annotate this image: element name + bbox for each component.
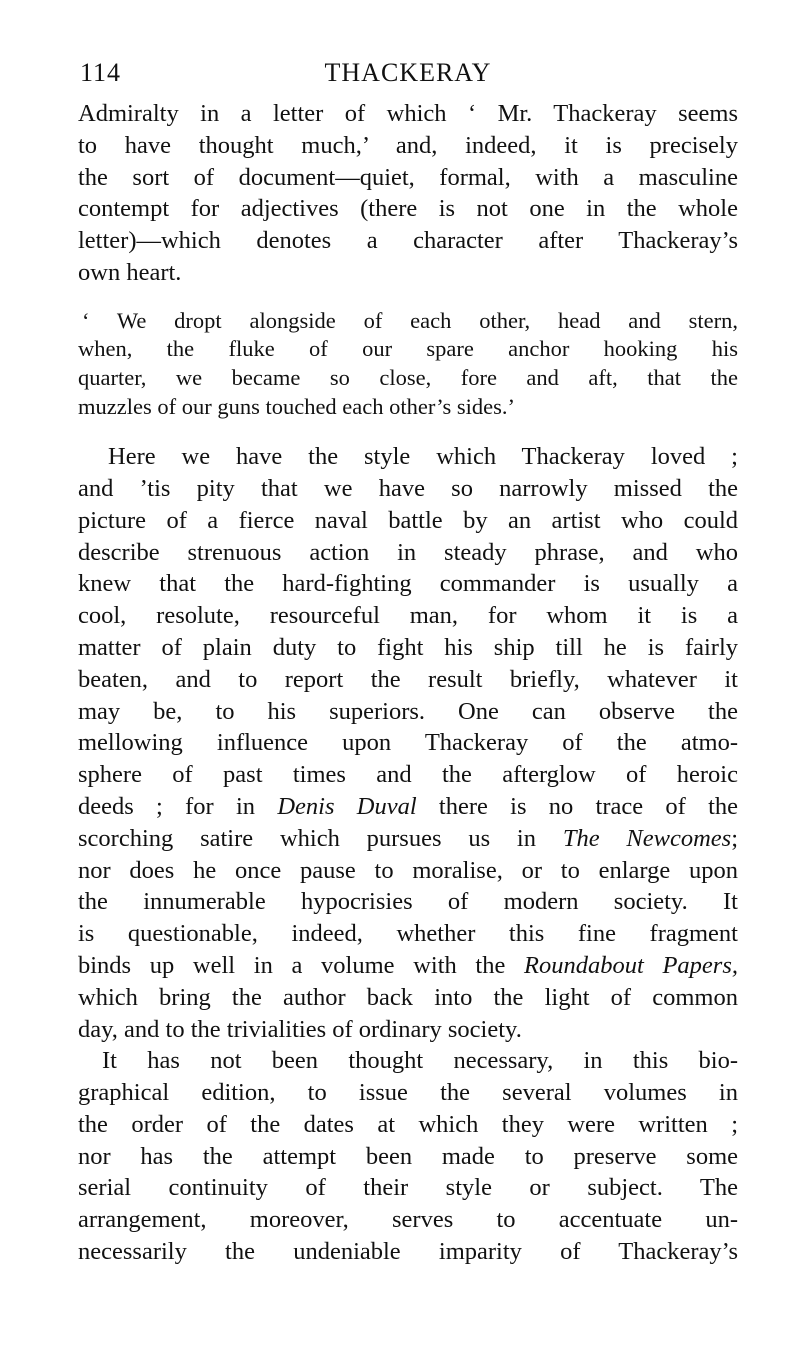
text-line: own heart. [78, 258, 182, 286]
quote-line: quarter, we became so close, fore and aft, that the [78, 364, 738, 390]
text-line: matter of plain duty to fight his ship till he is fairly [78, 633, 738, 661]
text-line: to have thought much,’ and, indeed, it is precisely [78, 131, 738, 159]
text-line [78, 950, 738, 982]
text-line [78, 823, 738, 855]
text-line: letter)—which denotes a character after Thackeray’s [78, 227, 738, 255]
text-line: serial continuity of their style or subject. The [78, 1174, 738, 1202]
text-line: arrangement, moreover, serves to accentuate un- [78, 1206, 738, 1234]
text-line: nor does he once pause to moralise, or to enlarge upon [78, 856, 738, 884]
text-line: It has not been thought necessary, in this bio- [102, 1047, 738, 1075]
paragraph-1 [78, 98, 738, 289]
text-segment: binds up well in a volume with the [78, 951, 506, 979]
book-title-roundabout-papers: Roundabout Papers, [524, 951, 739, 979]
text-line: Here we have the style which Thackeray loved ; [108, 443, 738, 471]
book-page [78, 58, 738, 1268]
block-quote [78, 307, 738, 421]
text-line: may be, to his superiors. One can observe the [78, 697, 738, 725]
text-line: the innumerable hypocrisies of modern society. It [78, 888, 738, 916]
text-segment: deeds ; for in [78, 792, 256, 820]
text-segment: there is no trace of the [438, 792, 739, 820]
paragraph-2 [78, 441, 738, 1045]
running-head [78, 58, 738, 92]
text-line: picture of a fierce naval battle by an artist who could [78, 506, 738, 534]
book-title-denis-duval: Denis Duval [277, 792, 417, 820]
quote-line: when, the fluke of our spare anchor hooking his [78, 336, 738, 362]
text-line [78, 791, 738, 823]
text-line: day, and to the trivialities of ordinary society. [78, 1015, 522, 1043]
text-segment: ; [731, 824, 738, 852]
book-title-the-newcomes: The Newcomes [562, 824, 732, 852]
text-line: beaten, and to report the result briefly, whatever it [78, 665, 738, 693]
quote-line: muzzles of our guns touched each other’s sides.’ [78, 393, 515, 419]
text-line: which bring the author back into the light of common [78, 983, 738, 1011]
text-line: is questionable, indeed, whether this fine fragment [78, 920, 738, 948]
text-segment: scorching satire which pursues us in [78, 824, 536, 852]
running-title: THACKERAY [324, 58, 492, 87]
text-line: nor has the attempt been made to preserve some [78, 1142, 738, 1170]
paragraph-3 [78, 1045, 738, 1268]
page-number: 114 [80, 58, 122, 87]
text-line: graphical edition, to issue the several volumes in [78, 1079, 738, 1107]
text-line: Admiralty in a letter of which ‘ Mr. Thackeray seems [78, 100, 738, 127]
text-line: the order of the dates at which they were written ; [78, 1110, 738, 1138]
text-line: and ’tis pity that we have so narrowly missed the [78, 474, 738, 502]
text-line: knew that the hard-fighting commander is usually a [78, 570, 738, 598]
text-line: cool, resolute, resourceful man, for whom it is a [78, 602, 738, 630]
text-line: necessarily the undeniable imparity of Thackeray’s [78, 1238, 738, 1266]
text-line: mellowing influence upon Thackeray of the atmo- [78, 729, 738, 757]
quote-line: ‘ We dropt alongside of each other, head and stern, [82, 307, 738, 333]
text-line: sphere of past times and the afterglow of heroic [78, 761, 738, 789]
text-line: contempt for adjectives (there is not one in the whole [78, 195, 738, 223]
text-line: the sort of document—quiet, formal, with a masculine [78, 163, 738, 191]
text-line: describe strenuous action in steady phrase, and who [78, 538, 738, 566]
